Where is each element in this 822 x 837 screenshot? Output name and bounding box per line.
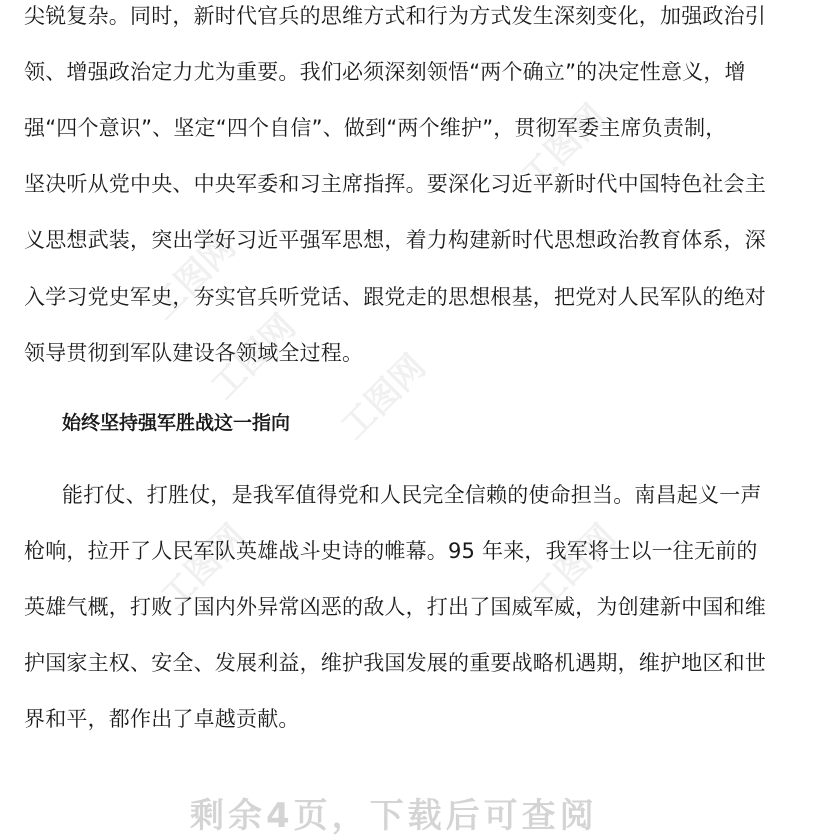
paragraph-line: 坚决听从党中央、中央军委和习主席指挥。要深化习近平新时代中国特色社会主 — [24, 172, 766, 196]
paragraph-line: 强“四个意识”、坚定“四个自信”、做到“两个维护”，贯彻军委主席负责制， — [24, 116, 727, 140]
paragraph-line: 护国家主权、安全、发展利益，维护我国发展的重要战略机遇期，维护地区和世 — [24, 651, 766, 675]
watermark: 工图网 — [153, 516, 254, 618]
watermark: 工图网 — [143, 226, 244, 328]
paragraph-line: 尖锐复杂。同时，新时代官兵的思维方式和行为方式发生深刻变化，加强政治引 — [24, 4, 766, 28]
paragraph-line: 英雄气概，打败了国内外异常凶恶的敌人，打出了国威军威，为创建新中国和维 — [24, 595, 766, 619]
watermark: 工图网 — [513, 96, 614, 198]
paragraph-line: 入学习党史军史，夯实官兵听党话、跟党走的思想根基，把党对人民军队的绝对 — [24, 285, 766, 309]
paragraph-line: 领、增强政治定力尤为重要。我们必须深刻领悟“两个确立”的决定性意义，增 — [24, 60, 746, 84]
watermark: 工图网 — [333, 346, 434, 448]
download-banner[interactable] — [0, 778, 800, 836]
paragraph-line: 领导贯彻到军队建设各领域全过程。 — [24, 341, 364, 365]
watermark: 工图网 — [523, 516, 624, 618]
watermark: 工图网 — [203, 306, 304, 408]
paragraph-line: 界和平，都作出了卓越贡献。 — [24, 707, 300, 731]
section-heading: 始终坚持强军胜战这一指向 — [62, 412, 291, 434]
paragraph-line: 义思想武装，突出学好习近平强军思想，着力构建新时代思想政治教育体系，深 — [24, 228, 766, 252]
paragraph-line: 能打仗、打胜仗，是我军值得党和人民完全信赖的使命担当。南昌起义一声 — [62, 483, 762, 507]
paragraph-line: 枪响，拉开了人民军队英雄战斗史诗的帷幕。95 年来，我军将士以一往无前的 — [24, 539, 758, 563]
download-banner-text: 剩余4页，下载后可查阅 — [190, 796, 598, 836]
